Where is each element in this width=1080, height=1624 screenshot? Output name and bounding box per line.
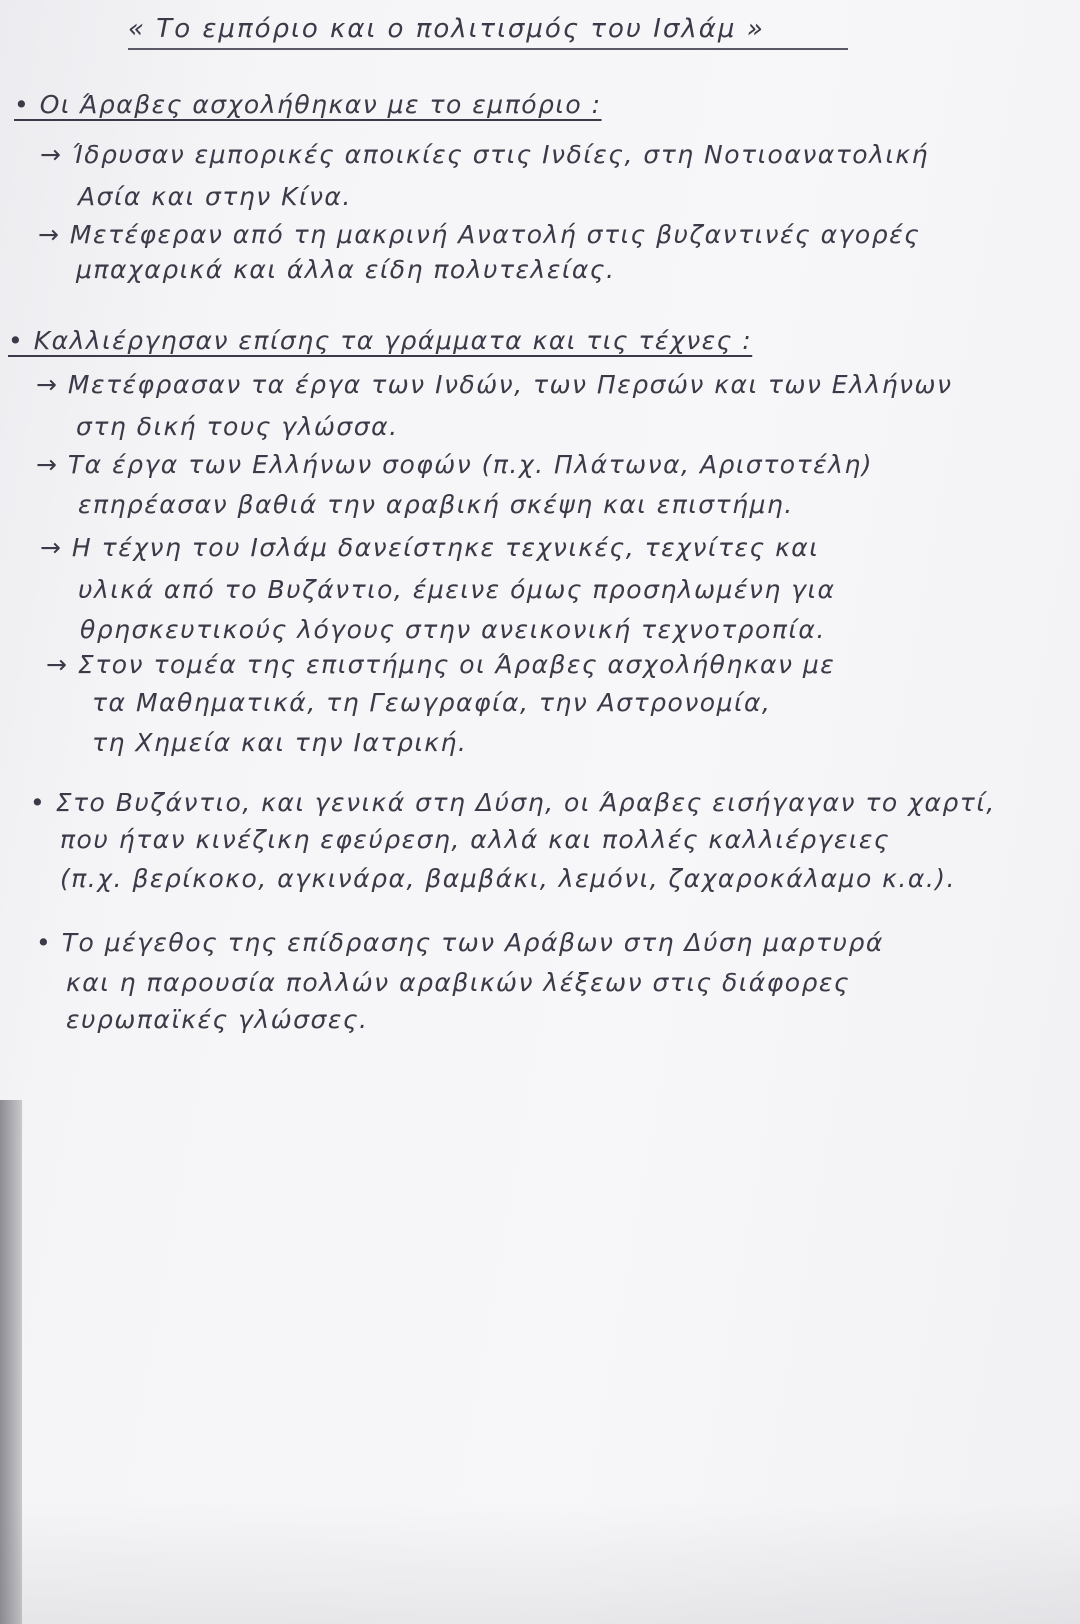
note-line: → Η τέχνη του Ισλάμ δανείστηκε τεχνικές, τεχνίτες και [40,533,820,562]
note-line: τη Χημεία και την Ιατρική. [92,728,468,757]
note-line: τα Μαθηματικά, τη Γεωγραφία, την Αστρονομία, [92,688,772,717]
note-line: θρησκευτικούς λόγους στην ανεικονική τεχνοτροπία. [80,615,826,644]
note-line: → Μετέφεραν από τη μακρινή Ανατολή στις βυζαντινές αγορές [38,220,921,249]
note-line: • Το μέγεθος της επίδρασης των Αράβων στη Δύση μαρτυρά [36,928,884,957]
section-heading: • Οι Άραβες ασχολήθηκαν με το εμπόριο : [14,90,602,119]
note-line: → Μετέφρασαν τα έργα των Ινδών, των Περσών και των Ελλήνων [36,370,953,399]
note-line: → Στον τομέα της επιστήμης οι Άραβες ασχολήθηκαν με [46,650,836,679]
note-line: → Τα έργα των Ελλήνων σοφών (π.χ. Πλάτωνα, Αριστοτέλη) [36,450,874,479]
note-line: που ήταν κινέζικη εφεύρεση, αλλά και πολλές καλλιέργειες [60,825,891,854]
note-line: επηρέασαν βαθιά την αραβική σκέψη και επιστήμη. [78,490,794,519]
note-line: και η παρουσία πολλών αραβικών λέξεων στις διάφορες [66,968,851,997]
note-line: Ασία και στην Κίνα. [78,182,352,211]
paper-shadow [0,1500,1080,1624]
note-line: ευρωπαϊκές γλώσσες. [66,1005,369,1034]
note-line: υλικά από το Βυζάντιο, έμεινε όμως προσηλωμένη για [78,575,836,604]
note-line: (π.χ. βερίκοκο, αγκινάρα, βαμβάκι, λεμόνι, ζαχαροκάλαμο κ.α.). [60,864,956,893]
note-line: στη δική τους γλώσσα. [76,412,399,441]
section-heading: • Καλλιέργησαν επίσης τα γράμματα και τις τέχνες : [8,326,753,355]
page-title: « Το εμπόριο και ο πολιτισμός του Ισλάμ » [128,14,848,50]
note-line: → Ίδρυσαν εμπορικές αποικίες στις Ινδίες, στη Νοτιοανατολική [40,140,929,169]
note-line: • Στο Βυζάντιο, και γενικά στη Δύση, οι Άραβες εισήγαγαν το χαρτί, [30,788,996,817]
note-line: μπαχαρικά και άλλα είδη πολυτελείας. [76,255,616,284]
